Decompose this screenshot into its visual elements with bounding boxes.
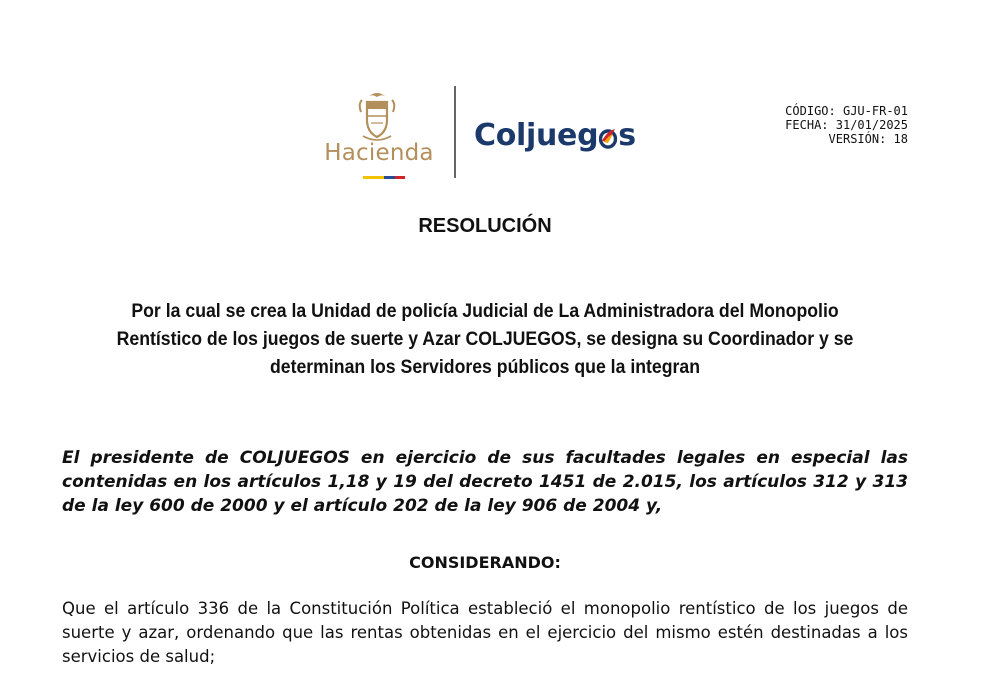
coljuegos-logo [474,118,636,153]
header-logos [300,84,670,184]
coljuegos-wordmark-prefix: Coljueg [474,118,599,153]
considerando-paragraph: Que el artículo 336 de la Constitución Política estableció el monopolio rentístico de los juegos de suerte y azar, ordenando que las rentas obtenidas en el ejercicio del mismo estén destinadas a los servicios de salud; [62,599,908,666]
document-date: FECHA: 31/01/2025 [785,118,908,132]
document-code: CÓDIGO: GJU-FR-01 [785,104,908,118]
subject-line: Por la cual se crea la Unidad de policía Judicial de La Administradora del Monopolio [131,301,839,322]
document-version: VERSIÓN: 18 [828,132,908,146]
coljuegos-o-flame-icon [599,127,617,149]
hacienda-logo [314,90,444,184]
document-control-info [785,104,908,146]
page-title: RESOLUCIÓN [418,215,552,237]
colombia-flag-stripe [363,176,405,179]
considerando-heading: CONSIDERANDO: [409,553,561,572]
hacienda-wordmark: Hacienda [324,140,434,166]
coat-of-arms-icon [357,90,397,144]
preamble-paragraph: El presidente de COLJUEGOS en ejercicio de sus facultades legales en especial las contenidas en los artículos 1,18 y 19 del decreto 1451 de 2.015, los artículos 312 y 313 de la ley 600 de 2000 y el artículo 202 de la ley 906 de 2004 y, [62,448,908,516]
subject-line: Rentístico de los juegos de suerte y Azar COLJUEGOS, se designa su Coordinador y se [116,329,854,350]
logo-divider [454,86,456,178]
resolution-subject [85,298,885,382]
subject-line: determinan los Servidores públicos que la integran [269,357,701,378]
coljuegos-wordmark-suffix: s [618,118,636,153]
